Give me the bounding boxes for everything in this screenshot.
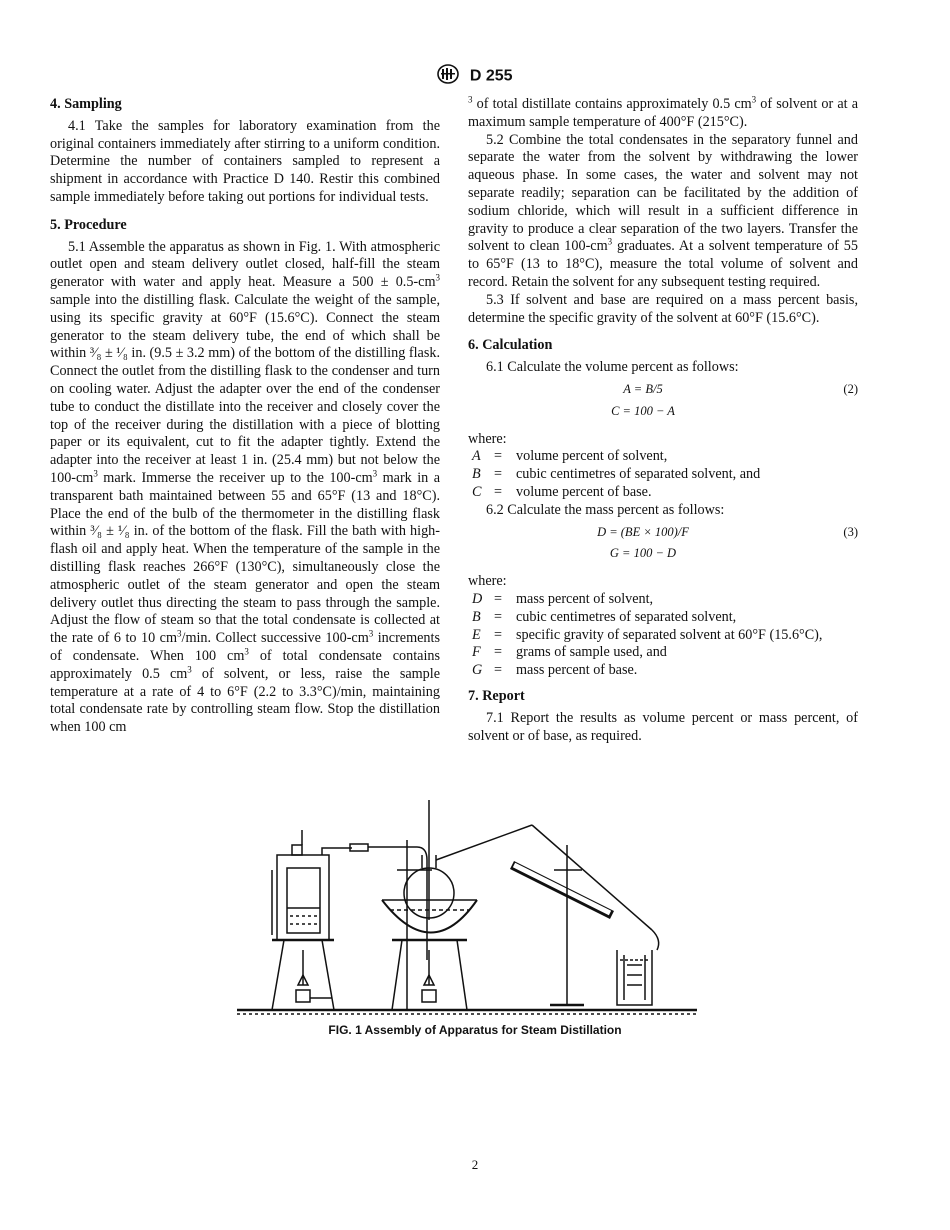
page-header: [0, 64, 950, 89]
where-label-2: where:: [468, 573, 507, 590]
designation: D 255: [469, 67, 513, 85]
equation-2-line-1: A = B/5: [623, 381, 663, 396]
apparatus-drawing-icon: [232, 800, 702, 1020]
para-7-1: 7.1 Report the results as volume percent or mass percent, of solvent or of base, as required.: [468, 709, 858, 744]
para-6-1: 6.1 Calculate the volume percent as follows:: [486, 359, 739, 376]
astm-logo-icon: [437, 64, 459, 89]
right-column: [468, 96, 858, 745]
definition-item: B = cubic centimetres of separated solvent, and: [472, 466, 761, 483]
definition-item: G = mass percent of base.: [472, 662, 638, 679]
figure-apparatus: [232, 800, 702, 1020]
para-5-1-continued: $^3$ of total distillate contains approximately 0.5 $cm^3$ of solvent or at a maximum sample temperature of 400°F (215°C).: [468, 94, 859, 130]
where-label-1: where:: [468, 430, 507, 447]
para-4-1: 4.1 Take the samples for laboratory examination from the original containers immediately after stirring to a uniform condition. Determine the number of containers sampled to represent a shipment in accordance with Practice D 140. Restir this combined sample immediately before taking out portions for individual tests.: [50, 117, 440, 205]
equation-2-number: (2): [843, 381, 858, 396]
definition-item: B = cubic centimetres of separated solvent,: [472, 608, 737, 625]
definition-item: E = specific gravity of separated solvent at 60°F (15.6°C),: [472, 626, 823, 643]
equation-3-number: (3): [843, 524, 858, 539]
para-6-2: 6.2 Calculate the mass percent as follows:: [486, 501, 725, 518]
para-5-3: 5.3 If solvent and base are required on a mass percent basis, determine the specific gravity of the solvent at 60°F (15.6°C).: [468, 291, 858, 326]
equation-2: [468, 381, 858, 421]
heading-sampling: 4. Sampling: [50, 96, 122, 112]
equation-2-line-2: C = 100 − A: [611, 403, 675, 418]
heading-report: 7. Report: [468, 687, 525, 704]
definitions-list-1: [468, 448, 858, 501]
equation-3-line-2: G = 100 − D: [609, 546, 677, 561]
definition-item: F = grams of sample used, and: [472, 644, 667, 661]
definition-item: A = volume percent of solvent,: [472, 448, 668, 465]
page-number: 2: [471, 1157, 479, 1172]
heading-procedure: 5. Procedure: [50, 216, 127, 233]
definition-item: C = volume percent of base.: [472, 483, 652, 500]
definition-item: D = mass percent of solvent,: [472, 590, 654, 607]
figure-caption: FIG. 1 Assembly of Apparatus for Steam Distillation: [328, 1023, 622, 1037]
equation-3-line-1: D = (BE × 100)/F: [597, 524, 689, 539]
para-5-1: 5.1 Assemble the apparatus as shown in Fig. 1. With atmospheric outlet open and steam delivery outlet closed, half-fill the steam generator with water and apply heat. Measure a $500 \pm 0.5-cm^3$ sample into the distilling flask. Calculate the weight of the sample, using its specific gravity at 60°F (15.6°C). Connect the steam generator to the steam delivery tube, the end of which shall be within ³⁄₈ ± ¹⁄₈ in. (9.5 ± 3.2 mm) of the bottom of the distilling flask. Connect the outlet from the distilling flask to the condenser and turn on cooling water. Adjust the adapter over the end of the condenser tube to conduct the distillate into the receiver and closely cover the top of the receiver during the distillation with a piece of blotting paper or its equivalent, cut to fit the adapter tightly. Extend the adapter into the receiver at least 1 in. (25.4 mm) but not below the $100-cm^3$ mark. Immerse the receiver up to the $100-cm^3$ mark in a transparent bath maintained between 55 and 65°F (13 and 18°C). Place the end of the bulb of the thermometer in the distilling flask within ³⁄₈ ± ¹⁄₈ in. of the bottom of the flask. Fill the bath with high-flash oil and apply heat. When the temperature of the sample in the distilling flask reaches 266°F (130°C), simultaneously close the atmospheric outlet of the steam generator and open the steam delivery outlet thus directing the steam to pass through the sample. Adjust the flow of steam so that the total condensate is collected at the rate of 6 to 10 $cm^3/\min$. Collect successive $100-cm^3$ increments of condensate. When 100 $cm^3$ of total condensate contains approximately 0.5 $cm^3$ of solvent, or less, raise the sample temperature at a rate of 4 to 6°F (2.2 to 3.3°C)/min, maintaining total condensate rate by controlling steam flow. Stop the distillation when 100 cm: [50, 238, 441, 736]
left-column: [50, 96, 440, 737]
heading-calculation: 6. Calculation: [468, 337, 553, 354]
definitions-list-2: [468, 591, 858, 680]
equation-3: [468, 524, 858, 564]
para-5-2: 5.2 Combine the total condensates in the separatory funnel and separate the water from the solvent by withdrawing the lower aqueous phase. In some cases, the water and solvent may not separate readily; separation can be facilitated by the addition of sodium chloride, which will result in a sufficient difference in gravity to produce a clear separation of the two layers. Transfer the solvent to clean $100-cm^3$ graduates. At a solvent temperature of 55 to 65°F (13 to 18°C), measure the total volume of solvent and record. Retain the solvent for any subsequent testing required.: [468, 131, 858, 290]
